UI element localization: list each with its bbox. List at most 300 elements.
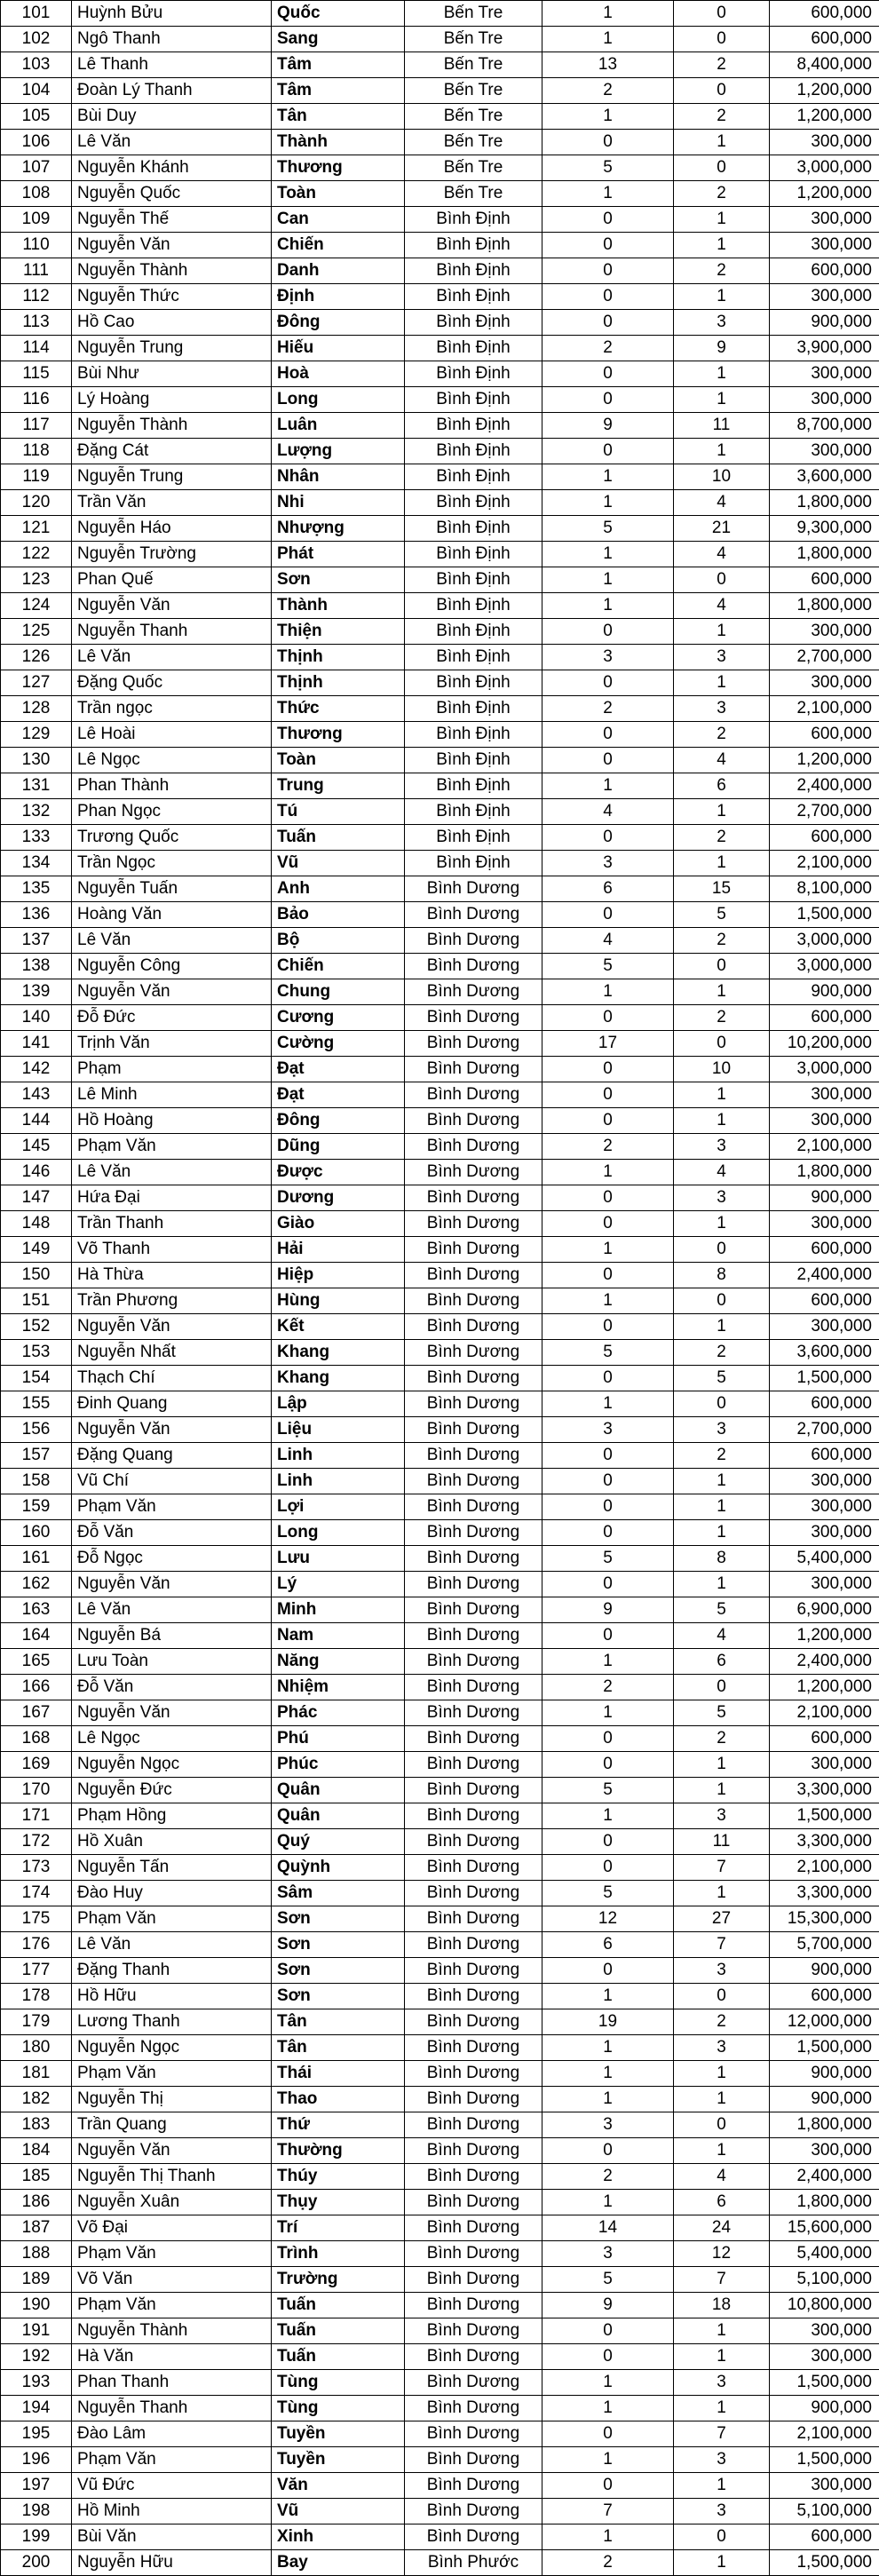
count-b-cell: 7 (674, 1932, 770, 1958)
province-cell: Bình Định (405, 439, 542, 464)
first-name-cell: Tuyền (272, 2421, 405, 2447)
count-b-cell: 1 (674, 130, 770, 155)
count-a-cell: 0 (542, 619, 674, 645)
count-a-cell: 1 (542, 542, 674, 567)
amount-cell: 2,400,000 (770, 1649, 879, 1675)
last-middle-name-cell: Đỗ Văn (72, 1675, 272, 1700)
row-number-cell: 116 (1, 387, 72, 413)
last-middle-name-cell: Trần Quang (72, 2112, 272, 2138)
last-middle-name-cell: Trần ngọc (72, 696, 272, 722)
first-name-cell: Trình (272, 2241, 405, 2267)
amount-cell: 300,000 (770, 1572, 879, 1597)
last-middle-name-cell: Nguyễn Thức (72, 284, 272, 310)
province-cell: Bình Dương (405, 1108, 542, 1134)
last-middle-name-cell: Phạm Văn (72, 2061, 272, 2087)
amount-cell: 600,000 (770, 1, 879, 27)
amount-cell: 300,000 (770, 2138, 879, 2164)
row-number-cell: 165 (1, 1649, 72, 1675)
amount-cell: 2,100,000 (770, 851, 879, 876)
last-middle-name-cell: Phan Quế (72, 567, 272, 593)
amount-cell: 2,100,000 (770, 2421, 879, 2447)
province-cell: Bình Dương (405, 1803, 542, 1829)
count-b-cell: 3 (674, 1134, 770, 1160)
count-b-cell: 1 (674, 387, 770, 413)
last-middle-name-cell: Bùi Văn (72, 2524, 272, 2550)
province-cell: Bình Dương (405, 2009, 542, 2035)
province-cell: Bình Định (405, 336, 542, 361)
count-a-cell: 0 (542, 1572, 674, 1597)
amount-cell: 300,000 (770, 361, 879, 387)
row-number-cell: 184 (1, 2138, 72, 2164)
count-b-cell: 1 (674, 361, 770, 387)
count-a-cell: 0 (542, 1520, 674, 1546)
province-cell: Bình Dương (405, 1263, 542, 1288)
province-cell: Bình Định (405, 361, 542, 387)
first-name-cell: Tuấn (272, 825, 405, 851)
last-middle-name-cell: Phạm Văn (72, 2447, 272, 2473)
first-name-cell: Vũ (272, 2499, 405, 2524)
table-row (1, 2215, 879, 2241)
count-a-cell: 0 (542, 748, 674, 773)
row-number-cell: 115 (1, 361, 72, 387)
amount-cell: 1,800,000 (770, 2190, 879, 2215)
count-a-cell: 13 (542, 52, 674, 78)
row-number-cell: 172 (1, 1829, 72, 1855)
count-b-cell: 3 (674, 310, 770, 336)
count-b-cell: 1 (674, 2473, 770, 2499)
row-number-cell: 157 (1, 1443, 72, 1469)
amount-cell: 1,800,000 (770, 542, 879, 567)
count-a-cell: 0 (542, 1623, 674, 1649)
table-row (1, 1572, 879, 1597)
amount-cell: 3,000,000 (770, 954, 879, 979)
row-number-cell: 113 (1, 310, 72, 336)
row-number-cell: 167 (1, 1700, 72, 1726)
count-b-cell: 1 (674, 2087, 770, 2112)
last-middle-name-cell: Trần Phương (72, 1288, 272, 1314)
first-name-cell: Can (272, 207, 405, 233)
row-number-cell: 111 (1, 258, 72, 284)
row-number-cell: 108 (1, 181, 72, 207)
last-middle-name-cell: Lê Văn (72, 130, 272, 155)
count-a-cell: 0 (542, 387, 674, 413)
count-b-cell: 2 (674, 1005, 770, 1031)
count-a-cell: 1 (542, 1391, 674, 1417)
province-cell: Bình Dương (405, 2241, 542, 2267)
first-name-cell: Quốc (272, 1, 405, 27)
row-number-cell: 156 (1, 1417, 72, 1443)
table-row (1, 104, 879, 130)
table-row (1, 2241, 879, 2267)
row-number-cell: 131 (1, 773, 72, 799)
count-a-cell: 2 (542, 2550, 674, 2576)
row-number-cell: 137 (1, 928, 72, 954)
amount-cell: 300,000 (770, 1520, 879, 1546)
last-middle-name-cell: Trịnh Văn (72, 1031, 272, 1057)
last-middle-name-cell: Nguyễn Ngọc (72, 2035, 272, 2061)
table-row (1, 1932, 879, 1958)
amount-cell: 300,000 (770, 2473, 879, 2499)
amount-cell: 300,000 (770, 233, 879, 258)
row-number-cell: 139 (1, 979, 72, 1005)
province-cell: Bình Dương (405, 2318, 542, 2344)
last-middle-name-cell: Thạch Chí (72, 1366, 272, 1391)
amount-cell: 600,000 (770, 1443, 879, 1469)
last-middle-name-cell: Nguyễn Thị (72, 2087, 272, 2112)
last-middle-name-cell: Nguyễn Bá (72, 1623, 272, 1649)
amount-cell: 300,000 (770, 130, 879, 155)
row-number-cell: 190 (1, 2293, 72, 2318)
count-a-cell: 17 (542, 1031, 674, 1057)
amount-cell: 3,900,000 (770, 336, 879, 361)
table-row (1, 1778, 879, 1803)
count-b-cell: 1 (674, 1881, 770, 1906)
count-a-cell: 1 (542, 1984, 674, 2009)
amount-cell: 300,000 (770, 387, 879, 413)
row-number-cell: 161 (1, 1546, 72, 1572)
row-number-cell: 130 (1, 748, 72, 773)
last-middle-name-cell: Phan Thành (72, 773, 272, 799)
row-number-cell: 196 (1, 2447, 72, 2473)
count-b-cell: 0 (674, 1237, 770, 1263)
row-number-cell: 173 (1, 1855, 72, 1881)
count-b-cell: 0 (674, 954, 770, 979)
count-a-cell: 14 (542, 2215, 674, 2241)
amount-cell: 300,000 (770, 439, 879, 464)
table-row (1, 310, 879, 336)
row-number-cell: 150 (1, 1263, 72, 1288)
row-number-cell: 109 (1, 207, 72, 233)
amount-cell: 1,500,000 (770, 2035, 879, 2061)
row-number-cell: 125 (1, 619, 72, 645)
table-row (1, 1082, 879, 1108)
row-number-cell: 168 (1, 1726, 72, 1752)
count-a-cell: 0 (542, 1211, 674, 1237)
province-cell: Bình Dương (405, 2473, 542, 2499)
count-b-cell: 0 (674, 567, 770, 593)
amount-cell: 1,500,000 (770, 902, 879, 928)
table-row (1, 1623, 879, 1649)
count-a-cell: 4 (542, 799, 674, 825)
table-row (1, 1057, 879, 1082)
row-number-cell: 169 (1, 1752, 72, 1778)
last-middle-name-cell: Đào Lâm (72, 2421, 272, 2447)
last-middle-name-cell: Đặng Quốc (72, 670, 272, 696)
amount-cell: 900,000 (770, 1185, 879, 1211)
first-name-cell: Phác (272, 1700, 405, 1726)
table-row (1, 876, 879, 902)
last-middle-name-cell: Ngô Thanh (72, 27, 272, 52)
row-number-cell: 123 (1, 567, 72, 593)
row-number-cell: 138 (1, 954, 72, 979)
first-name-cell: Quỳnh (272, 1855, 405, 1881)
amount-cell: 600,000 (770, 567, 879, 593)
count-a-cell: 0 (542, 902, 674, 928)
row-number-cell: 121 (1, 516, 72, 542)
table-row (1, 1752, 879, 1778)
row-number-cell: 145 (1, 1134, 72, 1160)
row-number-cell: 174 (1, 1881, 72, 1906)
table-row (1, 27, 879, 52)
count-a-cell: 9 (542, 1597, 674, 1623)
table-row (1, 1803, 879, 1829)
province-cell: Bến Tre (405, 27, 542, 52)
table-row (1, 979, 879, 1005)
count-a-cell: 5 (542, 2267, 674, 2293)
province-cell: Bình Định (405, 619, 542, 645)
table-row (1, 2396, 879, 2421)
province-cell: Bình Dương (405, 1031, 542, 1057)
first-name-cell: Chiến (272, 233, 405, 258)
amount-cell: 2,100,000 (770, 696, 879, 722)
count-b-cell: 6 (674, 773, 770, 799)
count-a-cell: 9 (542, 413, 674, 439)
table-row (1, 2190, 879, 2215)
amount-cell: 3,300,000 (770, 1829, 879, 1855)
amount-cell: 600,000 (770, 1391, 879, 1417)
count-b-cell: 2 (674, 1726, 770, 1752)
first-name-cell: Thái (272, 2061, 405, 2087)
table-row (1, 2061, 879, 2087)
count-a-cell: 2 (542, 336, 674, 361)
first-name-cell: Toàn (272, 181, 405, 207)
province-cell: Bình Dương (405, 1340, 542, 1366)
count-a-cell: 5 (542, 155, 674, 181)
table-row (1, 1340, 879, 1366)
row-number-cell: 181 (1, 2061, 72, 2087)
count-b-cell: 3 (674, 1958, 770, 1984)
count-b-cell: 0 (674, 1288, 770, 1314)
last-middle-name-cell: Nguyễn Công (72, 954, 272, 979)
row-number-cell: 197 (1, 2473, 72, 2499)
table-row (1, 1031, 879, 1057)
province-cell: Bình Dương (405, 1443, 542, 1469)
count-a-cell: 1 (542, 1237, 674, 1263)
last-middle-name-cell: Võ Văn (72, 2267, 272, 2293)
count-a-cell: 1 (542, 979, 674, 1005)
amount-cell: 300,000 (770, 284, 879, 310)
count-b-cell: 3 (674, 1803, 770, 1829)
count-b-cell: 24 (674, 2215, 770, 2241)
table-row (1, 2138, 879, 2164)
first-name-cell: Nhiệm (272, 1675, 405, 1700)
row-number-cell: 148 (1, 1211, 72, 1237)
first-name-cell: Thành (272, 130, 405, 155)
count-a-cell: 0 (542, 1752, 674, 1778)
province-cell: Bình Dương (405, 2344, 542, 2370)
count-a-cell: 0 (542, 825, 674, 851)
table-row (1, 490, 879, 516)
row-number-cell: 191 (1, 2318, 72, 2344)
count-a-cell: 1 (542, 2035, 674, 2061)
count-a-cell: 0 (542, 439, 674, 464)
table-row (1, 1649, 879, 1675)
count-a-cell: 1 (542, 1160, 674, 1185)
last-middle-name-cell: Lưu Toàn (72, 1649, 272, 1675)
amount-cell: 5,400,000 (770, 2241, 879, 2267)
table-row (1, 207, 879, 233)
row-number-cell: 185 (1, 2164, 72, 2190)
count-a-cell: 3 (542, 851, 674, 876)
amount-cell: 1,500,000 (770, 1803, 879, 1829)
table-row (1, 464, 879, 490)
last-middle-name-cell: Võ Đại (72, 2215, 272, 2241)
table-row (1, 1984, 879, 2009)
count-a-cell: 1 (542, 464, 674, 490)
first-name-cell: Tuấn (272, 2344, 405, 2370)
province-cell: Bình Dương (405, 1366, 542, 1391)
amount-cell: 9,300,000 (770, 516, 879, 542)
count-b-cell: 2 (674, 928, 770, 954)
amount-cell: 5,100,000 (770, 2267, 879, 2293)
province-cell: Bình Dương (405, 1597, 542, 1623)
table-row (1, 825, 879, 851)
table-row (1, 928, 879, 954)
first-name-cell: Tuấn (272, 2293, 405, 2318)
last-middle-name-cell: Hồ Cao (72, 310, 272, 336)
amount-cell: 900,000 (770, 310, 879, 336)
amount-cell: 1,200,000 (770, 1675, 879, 1700)
count-b-cell: 1 (674, 1752, 770, 1778)
count-b-cell: 1 (674, 670, 770, 696)
first-name-cell: Tâm (272, 78, 405, 104)
row-number-cell: 101 (1, 1, 72, 27)
count-b-cell: 1 (674, 1082, 770, 1108)
amount-cell: 300,000 (770, 2318, 879, 2344)
first-name-cell: Long (272, 387, 405, 413)
count-b-cell: 0 (674, 155, 770, 181)
count-a-cell: 0 (542, 1185, 674, 1211)
province-cell: Bình Dương (405, 1675, 542, 1700)
first-name-cell: Luân (272, 413, 405, 439)
count-b-cell: 9 (674, 336, 770, 361)
amount-cell: 8,100,000 (770, 876, 879, 902)
count-b-cell: 1 (674, 1520, 770, 1546)
first-name-cell: Đạt (272, 1082, 405, 1108)
row-number-cell: 122 (1, 542, 72, 567)
row-number-cell: 149 (1, 1237, 72, 1263)
row-number-cell: 180 (1, 2035, 72, 2061)
last-middle-name-cell: Nguyễn Văn (72, 1417, 272, 1443)
count-a-cell: 19 (542, 2009, 674, 2035)
table-row (1, 2344, 879, 2370)
count-b-cell: 1 (674, 284, 770, 310)
row-number-cell: 193 (1, 2370, 72, 2396)
count-b-cell: 4 (674, 542, 770, 567)
province-cell: Bình Dương (405, 1906, 542, 1932)
province-cell: Bến Tre (405, 130, 542, 155)
table-row (1, 1726, 879, 1752)
count-b-cell: 8 (674, 1546, 770, 1572)
count-a-cell: 2 (542, 78, 674, 104)
first-name-cell: Danh (272, 258, 405, 284)
first-name-cell: Thịnh (272, 670, 405, 696)
first-name-cell: Phúc (272, 1752, 405, 1778)
amount-cell: 1,800,000 (770, 1160, 879, 1185)
table-row (1, 773, 879, 799)
province-cell: Bình Dương (405, 1623, 542, 1649)
last-middle-name-cell: Đặng Thanh (72, 1958, 272, 1984)
count-a-cell: 1 (542, 2087, 674, 2112)
amount-cell: 1,800,000 (770, 2112, 879, 2138)
province-cell: Bình Dương (405, 2061, 542, 2087)
table-row (1, 1700, 879, 1726)
province-cell: Bình Dương (405, 1778, 542, 1803)
count-a-cell: 1 (542, 1288, 674, 1314)
count-b-cell: 7 (674, 1855, 770, 1881)
first-name-cell: Tân (272, 2035, 405, 2061)
row-number-cell: 159 (1, 1494, 72, 1520)
table-row (1, 1314, 879, 1340)
amount-cell: 600,000 (770, 1237, 879, 1263)
first-name-cell: Thành (272, 593, 405, 619)
last-middle-name-cell: Phạm Văn (72, 2293, 272, 2318)
last-middle-name-cell: Hồ Hữu (72, 1984, 272, 2009)
count-a-cell: 0 (542, 1958, 674, 1984)
amount-cell: 300,000 (770, 1752, 879, 1778)
row-number-cell: 114 (1, 336, 72, 361)
last-middle-name-cell: Lê Ngọc (72, 1726, 272, 1752)
row-number-cell: 118 (1, 439, 72, 464)
province-cell: Bình Định (405, 722, 542, 748)
province-cell: Bình Định (405, 748, 542, 773)
first-name-cell: Trí (272, 2215, 405, 2241)
last-middle-name-cell: Lê Minh (72, 1082, 272, 1108)
last-middle-name-cell: Hồ Xuân (72, 1829, 272, 1855)
last-middle-name-cell: Nguyễn Háo (72, 516, 272, 542)
amount-cell: 900,000 (770, 2396, 879, 2421)
first-name-cell: Toàn (272, 748, 405, 773)
count-b-cell: 4 (674, 490, 770, 516)
first-name-cell: Tú (272, 799, 405, 825)
last-middle-name-cell: Vũ Đức (72, 2473, 272, 2499)
table-row (1, 1597, 879, 1623)
count-b-cell: 7 (674, 2267, 770, 2293)
table-row (1, 902, 879, 928)
province-cell: Bình Dương (405, 1572, 542, 1597)
province-cell: Bình Dương (405, 2138, 542, 2164)
last-middle-name-cell: Nguyễn Thành (72, 258, 272, 284)
count-b-cell: 27 (674, 1906, 770, 1932)
first-name-cell: Phát (272, 542, 405, 567)
row-number-cell: 164 (1, 1623, 72, 1649)
first-name-cell: Giào (272, 1211, 405, 1237)
last-middle-name-cell: Hồ Minh (72, 2499, 272, 2524)
count-b-cell: 2 (674, 825, 770, 851)
count-a-cell: 6 (542, 1932, 674, 1958)
row-number-cell: 106 (1, 130, 72, 155)
count-a-cell: 6 (542, 876, 674, 902)
count-b-cell: 1 (674, 2318, 770, 2344)
first-name-cell: Đông (272, 1108, 405, 1134)
province-cell: Bình Định (405, 696, 542, 722)
count-b-cell: 0 (674, 1031, 770, 1057)
count-b-cell: 1 (674, 851, 770, 876)
last-middle-name-cell: Lê Văn (72, 1932, 272, 1958)
first-name-cell: Sơn (272, 1906, 405, 1932)
count-b-cell: 2 (674, 2009, 770, 2035)
count-a-cell: 0 (542, 1005, 674, 1031)
first-name-cell: Phú (272, 1726, 405, 1752)
table-row (1, 1855, 879, 1881)
count-a-cell: 0 (542, 670, 674, 696)
province-cell: Bình Định (405, 464, 542, 490)
first-name-cell: Sơn (272, 1932, 405, 1958)
count-a-cell: 1 (542, 2524, 674, 2550)
amount-cell: 300,000 (770, 1469, 879, 1494)
table-row (1, 851, 879, 876)
first-name-cell: Quân (272, 1778, 405, 1803)
